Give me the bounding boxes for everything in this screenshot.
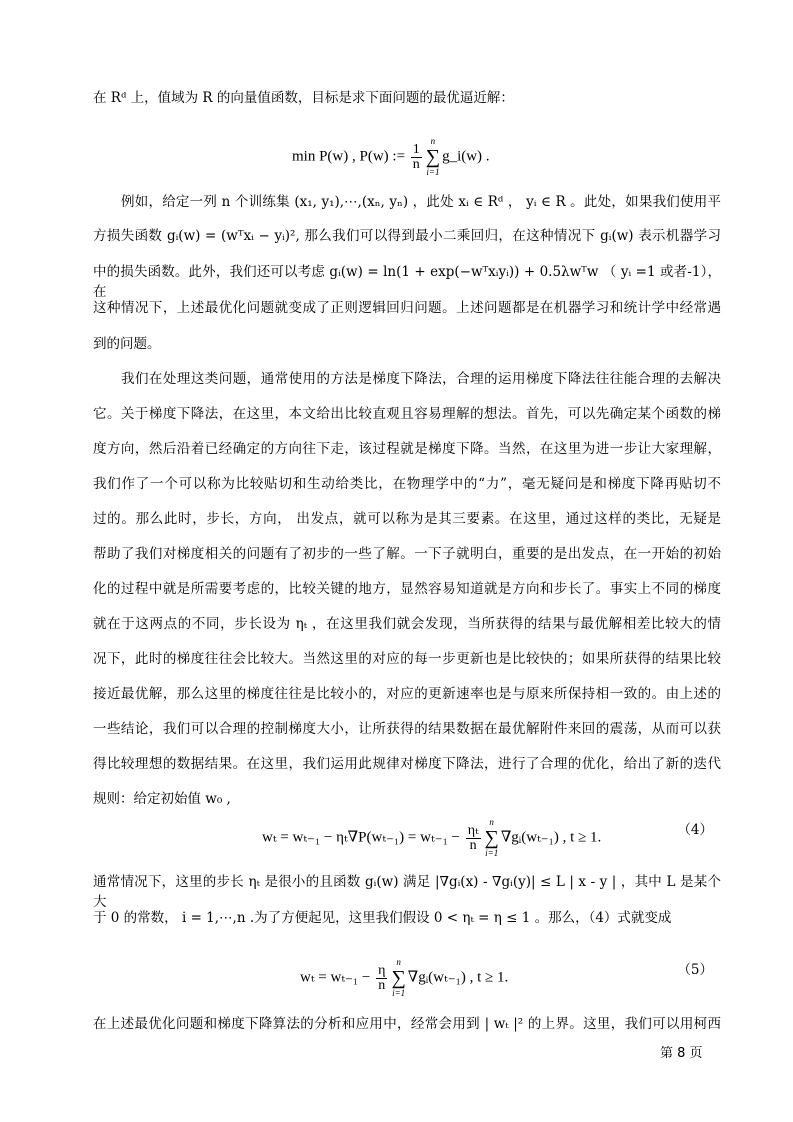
equation-4-number: （4） — [677, 822, 713, 838]
intro-line: 在 Rᵈ 上，值域为 R 的向量值函数，目标是求下面问题的最优逼近解： — [93, 90, 514, 106]
after4-line-1: 通常情况下，这里的步长 ηₜ 是很小的且函数 gᵢ(w) 满足 |∇gᵢ(x) - ∇gᵢ(y)| ≤ L | x - y | ，其中 L 是某个大 — [93, 874, 721, 910]
fraction-1-over-n: $\frac{1}{n}$ — [412, 141, 420, 172]
main-line-5: 过的。那么此时，步长，方向， 出发点，就可以称为是其三要素。在这里，通过这样的类比，无疑是 — [93, 511, 721, 527]
main-line-2: 它。关于梯度下降法，在这里，本文给出比较直观且容易理解的想法。首先，可以先确定某个函数的梯 — [93, 406, 721, 422]
fraction-eta-t-over-n: $\frac{\text{ηₜ}}{n}$ — [467, 822, 479, 853]
main-line-4: 我们作了一个可以称为比较贴切和生动给类比，在物理学中的“力”，毫无疑问是和梯度下降再贴切不 — [93, 476, 721, 492]
main-line-7: 化的过程中就是所需要考虑的，比较关键的地方，显然容易知道就是方向和步长了。事实上不同的梯度 — [93, 581, 721, 597]
main-line-1: 我们在处理这类问题，通常使用的方法是梯度下降法，合理的运用梯度下降法往往能合理的去解决 — [121, 371, 721, 387]
summation-5: n ∑ i=1 — [391, 957, 406, 998]
main-line-13: 规则：给定初始值 w₀ , — [93, 791, 231, 807]
equation-5-right: ∇gᵢ(wₜ₋₁) , t ≥ 1. — [407, 969, 509, 986]
main-line-3: 度方向，然后沿着已经确定的方向往下走，该过程就是梯度下降。当然，在这里为进一步让大家理解， — [93, 441, 721, 457]
equation-4-left: wₜ = wₜ₋₁ − ηₜ∇P(wₜ₋₁) = wₜ₋₁ − — [262, 829, 464, 846]
equation-5-left: wₜ = wₜ₋₁ − — [300, 969, 375, 986]
equation-4-right: ∇gᵢ(wₜ₋₁) , t ≥ 1. — [500, 829, 602, 846]
after4-line-2: 于 0 的常数， i = 1,⋯,n .为了方便起见，这里我们假设 0 < ηₜ = η ≤ 1 。那么，（4）式就变成 — [93, 910, 672, 926]
example-line-1: 例如，给定一列 n 个训练集 (x₁, y₁),⋯,(xₙ, yₙ) ，此处 xᵢ ∈ Rᵈ ， yᵢ ∈ R 。此处，如果我们使用平 — [121, 194, 721, 210]
main-line-6: 帮助了我们对梯度相关的问题有了初步的一些了解。一下子就明白，重要的是出发点，在一开始的初始 — [93, 546, 721, 562]
example-line-3: 中的损失函数。此外，我们还可以考虑 gᵢ(w) = ln(1 + exp(−wᵀxᵢyᵢ)) + 0.5λwᵀw （ yᵢ =1 或者-1），在 — [93, 264, 721, 300]
main-line-11: 一些结论，我们可以合理的控制梯度大小，让所获得的结果数据在最优解附件来回的震荡，从而可以获 — [93, 721, 721, 737]
example-line-5: 到的问题。 — [93, 336, 161, 352]
equation-5 — [300, 957, 508, 999]
main-line-12: 得比较理想的数据结果。在这里，我们运用此规律对梯度下降法，进行了合理的优化，给出了新的迭代 — [93, 756, 721, 772]
example-line-2: 方损失函数 gᵢ(w) = (wᵀxᵢ − yᵢ)², 那么我们可以得到最小二乘回归，在这种情况下 gᵢ(w) 表示机器学习 — [93, 228, 721, 244]
equation-5-number: （5） — [677, 962, 713, 978]
page-number: 第 8 页 — [660, 1046, 703, 1061]
equation-min-right: g_i(w) . — [442, 148, 490, 165]
main-line-9: 况下，此时的梯度往往会比较大。当然这里的对应的每一步更新也是比较快的；如果所获得的结果比较 — [93, 651, 721, 667]
summation: n ∑ i=1 — [425, 136, 441, 177]
main-line-10: 接近最优解，那么这里的梯度往往是比较小的，对应的更新速率也是与原来所保持相一致的。由上述的 — [93, 686, 721, 702]
main-line-8: 就在于这两点的不同，步长设为 ηₜ ，在这里我们就会发现，当所获得的结果与最优解相差比较大的情 — [93, 616, 721, 632]
summation-4: n ∑ i=1 — [484, 817, 499, 858]
fraction-eta-over-n: $\frac{\eta}{n}$ — [378, 962, 386, 993]
last-line: 在上述最优化问题和梯度下降算法的分析和应用中，经常会用到 | wₜ |² 的上界。这里，我们可以用柯西 — [93, 1016, 721, 1032]
example-line-4: 这种情况下，上述最优化问题就变成了正则逻辑回归问题。上述问题都是在机器学习和统计学中经常遇 — [93, 300, 721, 316]
equation-4 — [262, 817, 601, 859]
equation-min-left: min P(w) , P(w) := — [292, 148, 409, 165]
equation-min — [292, 136, 490, 178]
